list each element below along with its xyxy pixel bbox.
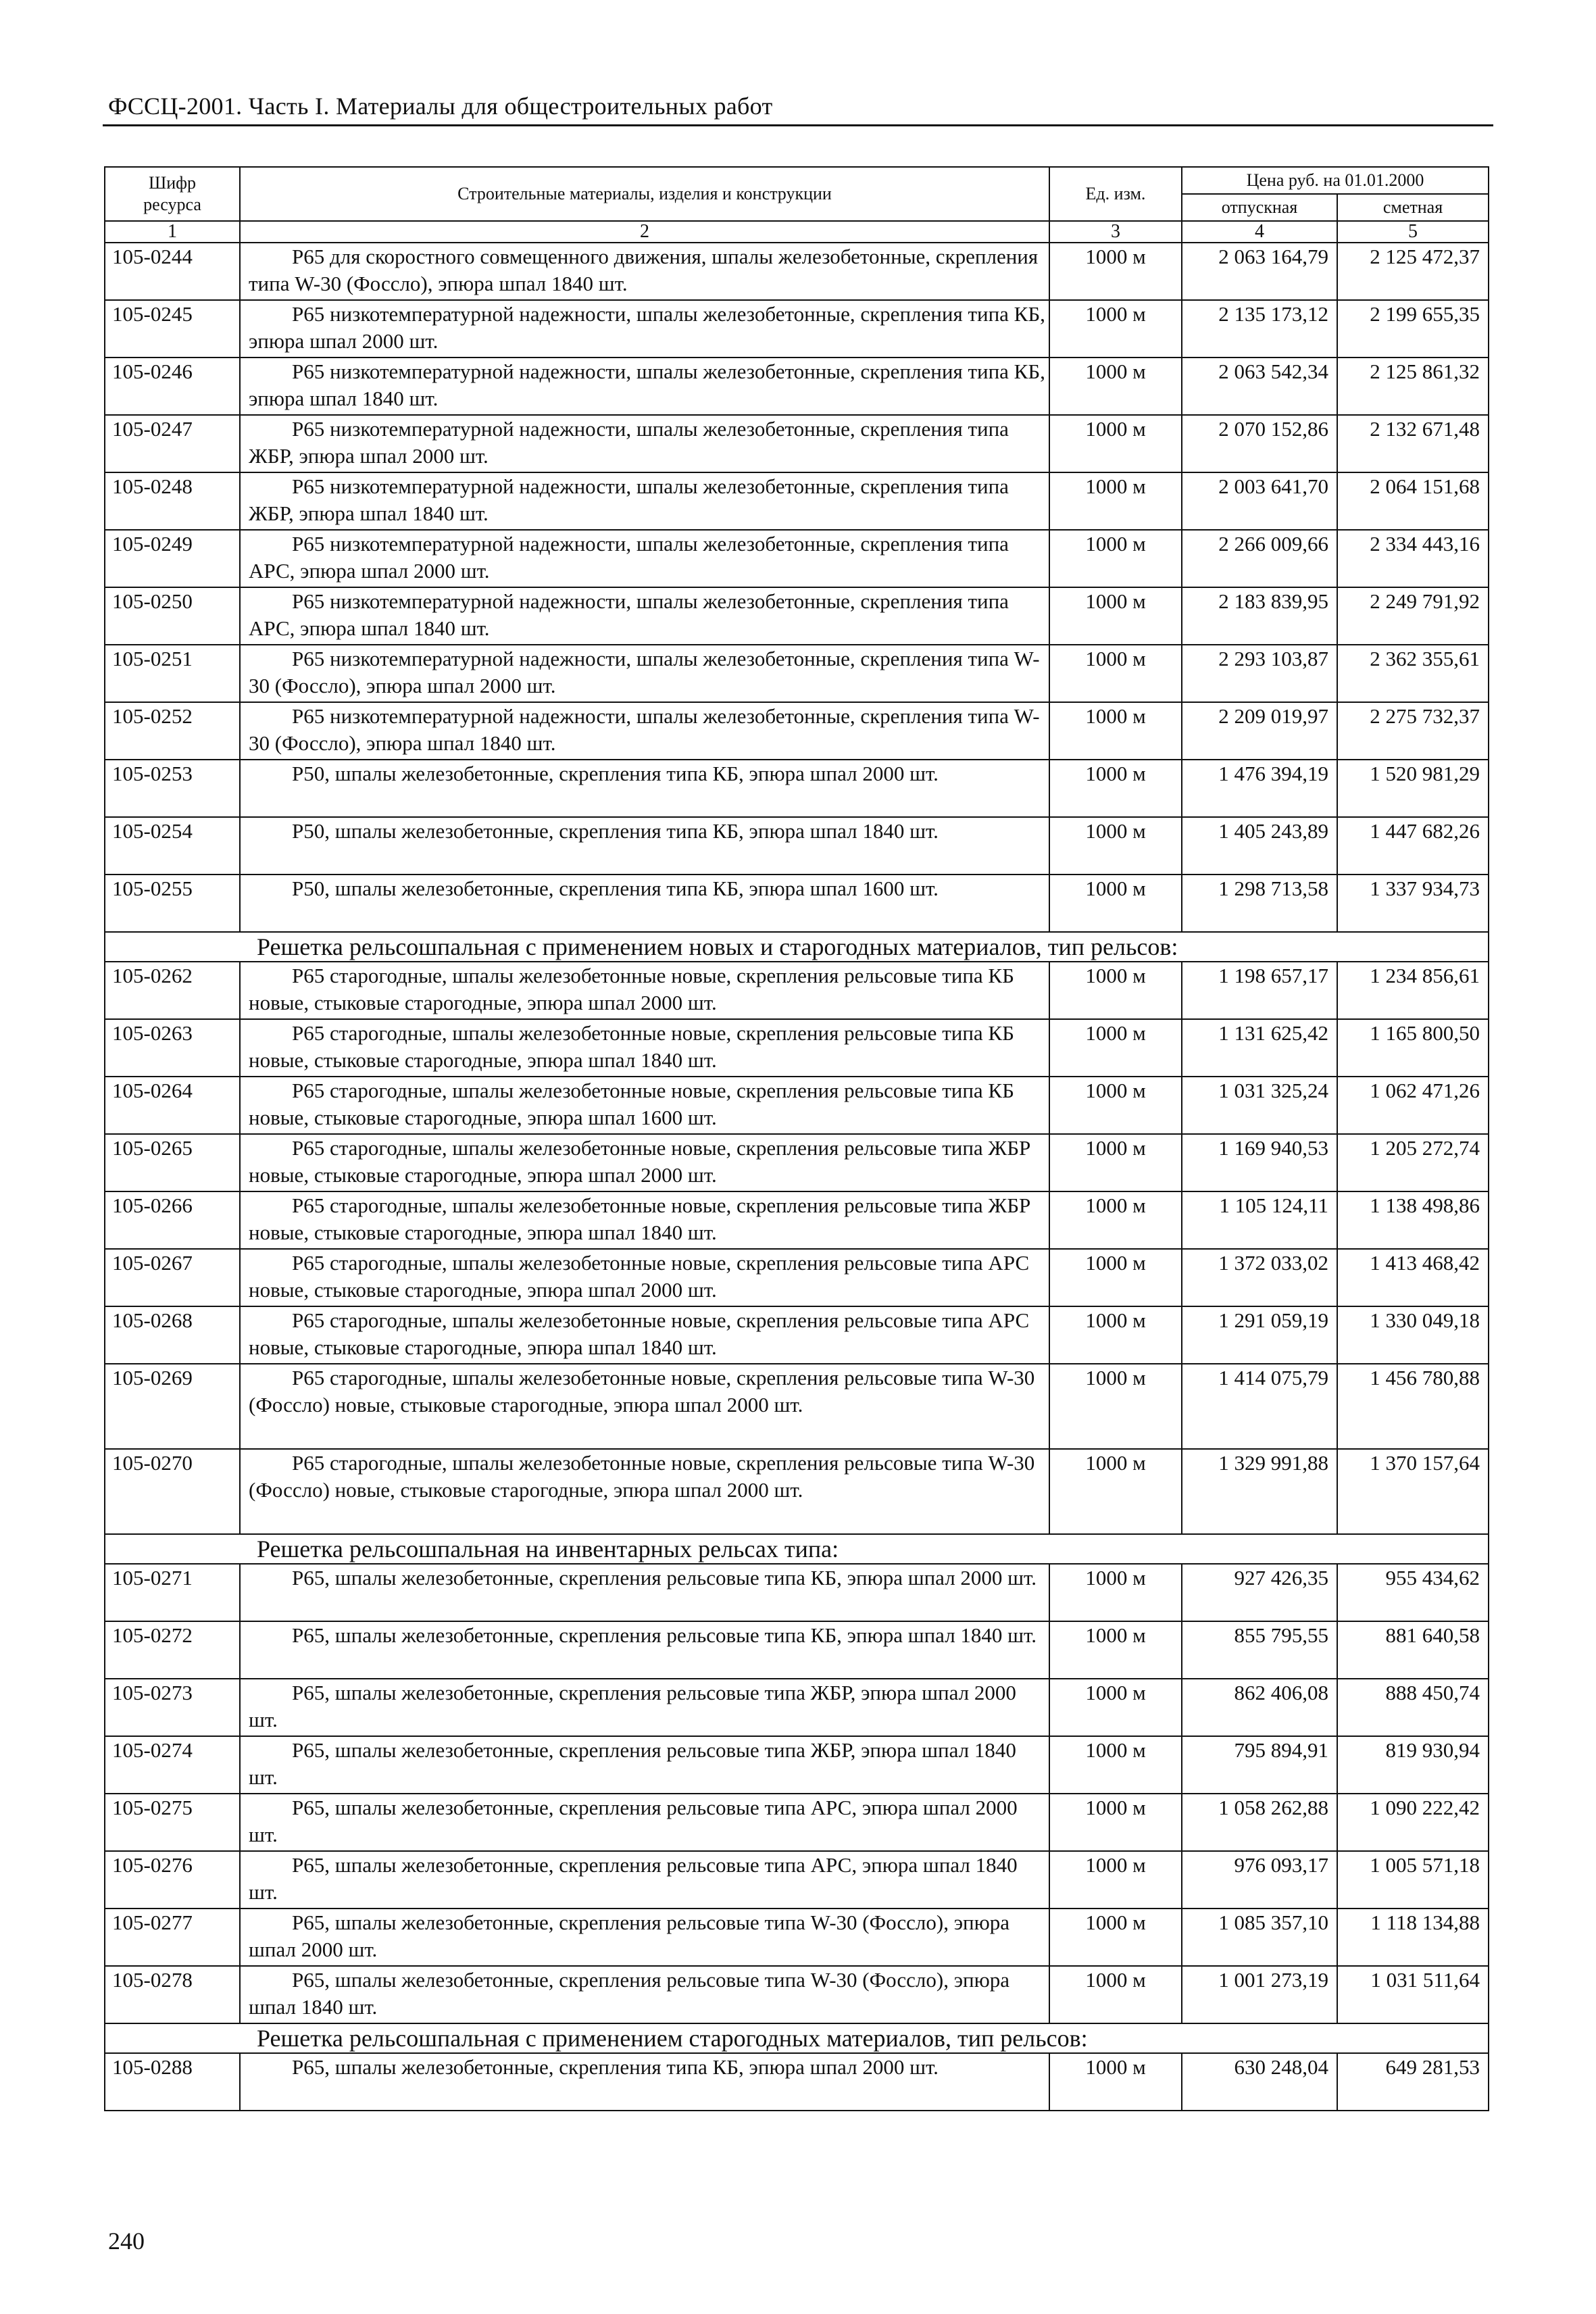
unit-cell: 1000 м xyxy=(1049,817,1182,875)
table-row xyxy=(105,645,1489,702)
section-row xyxy=(105,1534,1489,1564)
material-name-cell: Р50, шпалы железобетонные, скрепления типа КБ, эпюра шпал 1600 шт. xyxy=(240,875,1049,932)
price-estimate-cell: 2 064 151,68 xyxy=(1337,472,1489,530)
price-estimate-cell: 2 249 791,92 xyxy=(1337,587,1489,645)
section-row xyxy=(105,2023,1489,2053)
material-name-cell: Р50, шпалы железобетонные, скрепления типа КБ, эпюра шпал 2000 шт. xyxy=(240,760,1049,817)
table-row xyxy=(105,1564,1489,1621)
price-table-container xyxy=(104,166,1488,2111)
resource-code-cell: 105-0250 xyxy=(105,587,240,645)
table-row xyxy=(105,587,1489,645)
price-estimate-cell: 1 165 800,50 xyxy=(1337,1019,1489,1077)
price-release-cell: 1 405 243,89 xyxy=(1182,817,1337,875)
table-row xyxy=(105,1364,1489,1449)
material-name-cell: Р50, шпалы железобетонные, скрепления типа КБ, эпюра шпал 1840 шт. xyxy=(240,817,1049,875)
material-name-cell: Р65 низкотемпературной надежности, шпалы железобетонные, скрепления типа ЖБР, эпюра шпал 1840 шт. xyxy=(240,472,1049,530)
table-row xyxy=(105,358,1489,415)
price-release-cell: 2 266 009,66 xyxy=(1182,530,1337,587)
price-estimate-cell: 1 520 981,29 xyxy=(1337,760,1489,817)
material-name-cell: Р65, шпалы железобетонные, скрепления рельсовые типа W-30 (Фоссло), эпюра шпал 1840 шт. xyxy=(240,1966,1049,2023)
resource-code-cell: 105-0268 xyxy=(105,1306,240,1364)
table-row xyxy=(105,875,1489,932)
table-row xyxy=(105,1679,1489,1736)
material-name-cell: Р65, шпалы железобетонные, скрепления типа КБ, эпюра шпал 2000 шт. xyxy=(240,2053,1049,2111)
section-title: Решетка рельсошпальная с применением старогодных материалов, тип рельсов: xyxy=(105,2023,1489,2053)
unit-cell: 1000 м xyxy=(1049,1564,1182,1621)
price-release-cell: 1 169 940,53 xyxy=(1182,1134,1337,1191)
unit-cell: 1000 м xyxy=(1049,1249,1182,1306)
table-row xyxy=(105,1736,1489,1794)
unit-cell: 1000 м xyxy=(1049,1851,1182,1909)
column-number: 4 xyxy=(1182,221,1337,243)
resource-code-cell: 105-0267 xyxy=(105,1249,240,1306)
price-release-cell: 1 476 394,19 xyxy=(1182,760,1337,817)
price-estimate-cell: 881 640,58 xyxy=(1337,1621,1489,1679)
header-unit: Ед. изм. xyxy=(1049,167,1182,221)
price-release-cell: 927 426,35 xyxy=(1182,1564,1337,1621)
unit-cell: 1000 м xyxy=(1049,1679,1182,1736)
price-estimate-cell: 1 031 511,64 xyxy=(1337,1966,1489,2023)
header-price-estimate: сметная xyxy=(1337,194,1489,221)
resource-code-cell: 105-0277 xyxy=(105,1909,240,1966)
price-release-cell: 795 894,91 xyxy=(1182,1736,1337,1794)
table-row xyxy=(105,1794,1489,1851)
price-estimate-cell: 2 334 443,16 xyxy=(1337,530,1489,587)
price-estimate-cell: 1 234 856,61 xyxy=(1337,962,1489,1019)
unit-cell: 1000 м xyxy=(1049,875,1182,932)
material-name-cell: Р65, шпалы железобетонные, скрепления рельсовые типа АРС, эпюра шпал 2000 шт. xyxy=(240,1794,1049,1851)
table-row xyxy=(105,2053,1489,2111)
material-name-cell: Р65, шпалы железобетонные, скрепления рельсовые типа W-30 (Фоссло), эпюра шпал 2000 шт. xyxy=(240,1909,1049,1966)
resource-code-cell: 105-0272 xyxy=(105,1621,240,1679)
material-name-cell: Р65, шпалы железобетонные, скрепления рельсовые типа КБ, эпюра шпал 1840 шт. xyxy=(240,1621,1049,1679)
price-release-cell: 1 105 124,11 xyxy=(1182,1191,1337,1249)
unit-cell: 1000 м xyxy=(1049,530,1182,587)
price-release-cell: 2 063 542,34 xyxy=(1182,358,1337,415)
price-estimate-cell: 2 199 655,35 xyxy=(1337,300,1489,358)
material-name-cell: Р65 старогодные, шпалы железобетонные новые, скрепления рельсовые типа ЖБР новые, стыковые старогодные, эпюра шпал 1840 шт. xyxy=(240,1191,1049,1249)
resource-code-cell: 105-0246 xyxy=(105,358,240,415)
price-estimate-cell: 819 930,94 xyxy=(1337,1736,1489,1794)
column-number: 3 xyxy=(1049,221,1182,243)
resource-code-cell: 105-0248 xyxy=(105,472,240,530)
material-name-cell: Р65 низкотемпературной надежности, шпалы железобетонные, скрепления типа АРС, эпюра шпал 1840 шт. xyxy=(240,587,1049,645)
unit-cell: 1000 м xyxy=(1049,702,1182,760)
section-row xyxy=(105,932,1489,962)
material-name-cell: Р65 низкотемпературной надежности, шпалы железобетонные, скрепления типа КБ, эпюра шпал 2000 шт. xyxy=(240,300,1049,358)
table-row xyxy=(105,962,1489,1019)
resource-code-cell: 105-0278 xyxy=(105,1966,240,2023)
price-release-cell: 1 058 262,88 xyxy=(1182,1794,1337,1851)
unit-cell: 1000 м xyxy=(1049,1077,1182,1134)
unit-cell: 1000 м xyxy=(1049,1134,1182,1191)
price-estimate-cell: 955 434,62 xyxy=(1337,1564,1489,1621)
unit-cell: 1000 м xyxy=(1049,358,1182,415)
price-release-cell: 1 001 273,19 xyxy=(1182,1966,1337,2023)
unit-cell: 1000 м xyxy=(1049,1019,1182,1077)
table-body xyxy=(105,243,1489,2111)
material-name-cell: Р65, шпалы железобетонные, скрепления рельсовые типа ЖБР, эпюра шпал 1840 шт. xyxy=(240,1736,1049,1794)
price-estimate-cell: 2 362 355,61 xyxy=(1337,645,1489,702)
resource-code-cell: 105-0276 xyxy=(105,1851,240,1909)
resource-code-cell: 105-0252 xyxy=(105,702,240,760)
price-release-cell: 855 795,55 xyxy=(1182,1621,1337,1679)
table-row xyxy=(105,243,1489,300)
price-estimate-cell: 1 337 934,73 xyxy=(1337,875,1489,932)
material-name-cell: Р65 низкотемпературной надежности, шпалы железобетонные, скрепления типа ЖБР, эпюра шпал 2000 шт. xyxy=(240,415,1049,472)
unit-cell: 1000 м xyxy=(1049,962,1182,1019)
unit-cell: 1000 м xyxy=(1049,415,1182,472)
table-row xyxy=(105,1909,1489,1966)
price-release-cell: 2 183 839,95 xyxy=(1182,587,1337,645)
table-row xyxy=(105,1306,1489,1364)
table-header xyxy=(105,167,1489,243)
resource-code-cell: 105-0275 xyxy=(105,1794,240,1851)
price-estimate-cell: 2 275 732,37 xyxy=(1337,702,1489,760)
price-estimate-cell: 2 125 472,37 xyxy=(1337,243,1489,300)
column-number-row xyxy=(105,221,1489,243)
unit-cell: 1000 м xyxy=(1049,587,1182,645)
table-row xyxy=(105,760,1489,817)
table-row xyxy=(105,1134,1489,1191)
price-estimate-cell: 1 370 157,64 xyxy=(1337,1449,1489,1534)
resource-code-cell: 105-0255 xyxy=(105,875,240,932)
unit-cell: 1000 м xyxy=(1049,1449,1182,1534)
header-price-group: Цена руб. на 01.01.2000 xyxy=(1182,167,1489,194)
section-title: Решетка рельсошпальная на инвентарных рельсах типа: xyxy=(105,1534,1489,1564)
price-estimate-cell: 888 450,74 xyxy=(1337,1679,1489,1736)
resource-code-cell: 105-0270 xyxy=(105,1449,240,1534)
resource-code-cell: 105-0254 xyxy=(105,817,240,875)
price-release-cell: 2 293 103,87 xyxy=(1182,645,1337,702)
resource-code-cell: 105-0264 xyxy=(105,1077,240,1134)
unit-cell: 1000 м xyxy=(1049,1736,1182,1794)
table-row xyxy=(105,415,1489,472)
resource-code-cell: 105-0273 xyxy=(105,1679,240,1736)
column-number: 2 xyxy=(240,221,1049,243)
price-release-cell: 1 372 033,02 xyxy=(1182,1249,1337,1306)
material-name-cell: Р65 низкотемпературной надежности, шпалы железобетонные, скрепления типа КБ, эпюра шпал 1840 шт. xyxy=(240,358,1049,415)
unit-cell: 1000 м xyxy=(1049,1909,1182,1966)
material-name-cell: Р65, шпалы железобетонные, скрепления рельсовые типа ЖБР, эпюра шпал 2000 шт. xyxy=(240,1679,1049,1736)
table-row xyxy=(105,300,1489,358)
resource-code-cell: 105-0244 xyxy=(105,243,240,300)
header-name: Строительные материалы, изделия и конструкции xyxy=(240,167,1049,221)
unit-cell: 1000 м xyxy=(1049,2053,1182,2111)
table-row xyxy=(105,472,1489,530)
price-estimate-cell: 1 090 222,42 xyxy=(1337,1794,1489,1851)
price-release-cell: 2 063 164,79 xyxy=(1182,243,1337,300)
price-release-cell: 1 031 325,24 xyxy=(1182,1077,1337,1134)
table-row xyxy=(105,817,1489,875)
price-estimate-cell: 1 330 049,18 xyxy=(1337,1306,1489,1364)
resource-code-cell: 105-0269 xyxy=(105,1364,240,1449)
unit-cell: 1000 м xyxy=(1049,1364,1182,1449)
resource-code-cell: 105-0271 xyxy=(105,1564,240,1621)
price-estimate-cell: 1 062 471,26 xyxy=(1337,1077,1489,1134)
price-release-cell: 976 093,17 xyxy=(1182,1851,1337,1909)
table-row xyxy=(105,1449,1489,1534)
price-estimate-cell: 649 281,53 xyxy=(1337,2053,1489,2111)
resource-code-cell: 105-0251 xyxy=(105,645,240,702)
material-name-cell: Р65 для скоростного совмещенного движения, шпалы железобетонные, скрепления типа W-30 (Фоссло), эпюра шпал 1840 шт. xyxy=(240,243,1049,300)
unit-cell: 1000 м xyxy=(1049,645,1182,702)
unit-cell: 1000 м xyxy=(1049,1306,1182,1364)
section-title: Решетка рельсошпальная с применением новых и старогодных материалов, тип рельсов: xyxy=(105,932,1489,962)
price-release-cell: 1 414 075,79 xyxy=(1182,1364,1337,1449)
unit-cell: 1000 м xyxy=(1049,760,1182,817)
price-release-cell: 630 248,04 xyxy=(1182,2053,1337,2111)
material-name-cell: Р65 старогодные, шпалы железобетонные новые, скрепления рельсовые типа КБ новые, стыковые старогодные, эпюра шпал 2000 шт. xyxy=(240,962,1049,1019)
header-code: Шифр ресурса xyxy=(105,167,240,221)
unit-cell: 1000 м xyxy=(1049,1966,1182,2023)
price-estimate-cell: 1 447 682,26 xyxy=(1337,817,1489,875)
price-release-cell: 2 135 173,12 xyxy=(1182,300,1337,358)
resource-code-cell: 105-0263 xyxy=(105,1019,240,1077)
price-release-cell: 1 291 059,19 xyxy=(1182,1306,1337,1364)
material-name-cell: Р65, шпалы железобетонные, скрепления рельсовые типа АРС, эпюра шпал 1840 шт. xyxy=(240,1851,1049,1909)
price-release-cell: 1 085 357,10 xyxy=(1182,1909,1337,1966)
table-row xyxy=(105,702,1489,760)
resource-code-cell: 105-0249 xyxy=(105,530,240,587)
header-rule xyxy=(103,124,1493,126)
material-name-cell: Р65 старогодные, шпалы железобетонные новые, скрепления рельсовые типа W-30 (Фоссло) новые, стыковые старогодные, эпюра шпал 2000 шт. xyxy=(240,1364,1049,1449)
resource-code-cell: 105-0266 xyxy=(105,1191,240,1249)
material-name-cell: Р65 старогодные, шпалы железобетонные новые, скрепления рельсовые типа КБ новые, стыковые старогодные, эпюра шпал 1840 шт. xyxy=(240,1019,1049,1077)
price-release-cell: 862 406,08 xyxy=(1182,1679,1337,1736)
table-row xyxy=(105,1851,1489,1909)
table-row xyxy=(105,1077,1489,1134)
price-estimate-cell: 1 413 468,42 xyxy=(1337,1249,1489,1306)
material-name-cell: Р65, шпалы железобетонные, скрепления рельсовые типа КБ, эпюра шпал 2000 шт. xyxy=(240,1564,1049,1621)
resource-code-cell: 105-0245 xyxy=(105,300,240,358)
price-estimate-cell: 1 005 571,18 xyxy=(1337,1851,1489,1909)
unit-cell: 1000 м xyxy=(1049,300,1182,358)
table-row xyxy=(105,1019,1489,1077)
table-row xyxy=(105,1191,1489,1249)
price-release-cell: 1 131 625,42 xyxy=(1182,1019,1337,1077)
column-number: 1 xyxy=(105,221,240,243)
price-estimate-cell: 1 118 134,88 xyxy=(1337,1909,1489,1966)
resource-code-cell: 105-0247 xyxy=(105,415,240,472)
price-release-cell: 2 209 019,97 xyxy=(1182,702,1337,760)
resource-code-cell: 105-0253 xyxy=(105,760,240,817)
material-name-cell: Р65 старогодные, шпалы железобетонные новые, скрепления рельсовые типа ЖБР новые, стыковые старогодные, эпюра шпал 2000 шт. xyxy=(240,1134,1049,1191)
price-release-cell: 2 003 641,70 xyxy=(1182,472,1337,530)
price-estimate-cell: 2 132 671,48 xyxy=(1337,415,1489,472)
resource-code-cell: 105-0274 xyxy=(105,1736,240,1794)
page-header: ФССЦ-2001. Часть I. Материалы для общестроительных работ xyxy=(108,93,773,120)
table-row xyxy=(105,1621,1489,1679)
price-estimate-cell: 2 125 861,32 xyxy=(1337,358,1489,415)
table-row xyxy=(105,530,1489,587)
price-release-cell: 1 329 991,88 xyxy=(1182,1449,1337,1534)
price-estimate-cell: 1 138 498,86 xyxy=(1337,1191,1489,1249)
resource-code-cell: 105-0262 xyxy=(105,962,240,1019)
unit-cell: 1000 м xyxy=(1049,1621,1182,1679)
price-release-cell: 2 070 152,86 xyxy=(1182,415,1337,472)
table-row xyxy=(105,1966,1489,2023)
material-name-cell: Р65 низкотемпературной надежности, шпалы железобетонные, скрепления типа АРС, эпюра шпал 2000 шт. xyxy=(240,530,1049,587)
unit-cell: 1000 м xyxy=(1049,243,1182,300)
unit-cell: 1000 м xyxy=(1049,472,1182,530)
column-number: 5 xyxy=(1337,221,1489,243)
price-release-cell: 1 298 713,58 xyxy=(1182,875,1337,932)
material-name-cell: Р65 старогодные, шпалы железобетонные новые, скрепления рельсовые типа КБ новые, стыковые старогодные, эпюра шпал 1600 шт. xyxy=(240,1077,1049,1134)
material-name-cell: Р65 старогодные, шпалы железобетонные новые, скрепления рельсовые типа W-30 (Фоссло) новые, стыковые старогодные, эпюра шпал 2000 шт. xyxy=(240,1449,1049,1534)
unit-cell: 1000 м xyxy=(1049,1191,1182,1249)
material-name-cell: Р65 низкотемпературной надежности, шпалы железобетонные, скрепления типа W-30 (Фоссло), эпюра шпал 2000 шт. xyxy=(240,645,1049,702)
price-table xyxy=(104,166,1489,2111)
price-release-cell: 1 198 657,17 xyxy=(1182,962,1337,1019)
page-number: 240 xyxy=(108,2227,145,2255)
table-row xyxy=(105,1249,1489,1306)
resource-code-cell: 105-0265 xyxy=(105,1134,240,1191)
unit-cell: 1000 м xyxy=(1049,1794,1182,1851)
price-estimate-cell: 1 205 272,74 xyxy=(1337,1134,1489,1191)
resource-code-cell: 105-0288 xyxy=(105,2053,240,2111)
material-name-cell: Р65 низкотемпературной надежности, шпалы железобетонные, скрепления типа W-30 (Фоссло), эпюра шпал 1840 шт. xyxy=(240,702,1049,760)
material-name-cell: Р65 старогодные, шпалы железобетонные новые, скрепления рельсовые типа АРС новые, стыковые старогодные, эпюра шпал 2000 шт. xyxy=(240,1249,1049,1306)
material-name-cell: Р65 старогодные, шпалы железобетонные новые, скрепления рельсовые типа АРС новые, стыковые старогодные, эпюра шпал 1840 шт. xyxy=(240,1306,1049,1364)
header-price-release: отпускная xyxy=(1182,194,1337,221)
price-estimate-cell: 1 456 780,88 xyxy=(1337,1364,1489,1449)
